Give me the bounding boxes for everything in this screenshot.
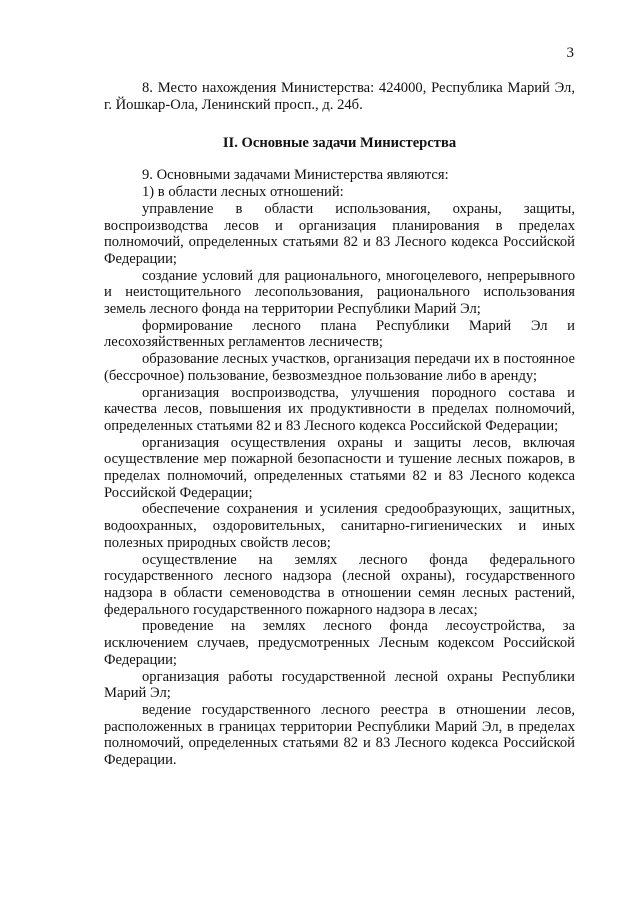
address-paragraph: 8. Место нахождения Министерства: 424000, Республика Марий Эл, г. Йошкар-Ола, Ленинский просп., д. 24б. — [104, 80, 575, 113]
paragraph-preservation: обеспечение сохранения и усиления средообразующих, защитных, водоохранных, оздоровительных, санитарно-гигиенических и иных полезных природных свойств лесов; — [104, 501, 575, 551]
paragraph-forest-management: проведение на землях лесного фонда лесоустройства, за исключением случаев, предусмотренных Лесным кодексом Российской Федерации; — [104, 618, 575, 668]
document-body — [104, 80, 575, 769]
paragraph-registry: ведение государственного лесного реестра в отношении лесов, расположенных в границах территории Республики Марий Эл, в пределах полномочий, определенных статьями 82 и 83 Лесного кодекса Российской Федерации. — [104, 701, 575, 769]
paragraph-reproduction: организация воспроизводства, улучшения породного состава и качества лесов, повышения их продуктивности в пределах полномочий, определенных статьями 82 и 83 Лесного кодекса Российской Федерации; — [104, 384, 575, 434]
paragraph-forest-guard: организация работы государственной лесной охраны Республики Марий Эл; — [104, 668, 575, 702]
paragraph-supervision: осуществление на землях лесного фонда федерального государственного лесного надзора (лесной охраны), государственного надзора в области семеноводства в отношении семян лесных растений, федерального государственного пожарного надзора в лесах; — [104, 551, 575, 618]
paragraph-forest-plan: формирование лесного плана Республики Марий Эл и лесохозяйственных регламентов лесничеств; — [104, 317, 575, 351]
paragraph-protection: организация осуществления охраны и защиты лесов, включая осуществление мер пожарной безопасности и тушение лесных пожаров, в пределах полномочий, определенных статьями 82 и 83 Лесного кодекса Российской Федерации; — [104, 434, 575, 501]
paragraph-tasks-intro: 9. Основными задачами Министерства являются: — [142, 167, 449, 184]
paragraph-forest-relations: 1) в области лесных отношений: — [142, 184, 344, 201]
section-heading: II. Основные задачи Министерства — [222, 135, 457, 152]
paragraph-management: управление в области использования, охраны, защиты, воспроизводства лесов и организация планирования в пределах полномочий, определенных статьями 82 и 83 Лесного кодекса Российской Федерации; — [104, 200, 575, 267]
page-number: 3 — [566, 45, 574, 61]
paragraph-conditions: создание условий для рационального, многоцелевого, непрерывного и неистощительного лесопользования, рационального использования земель лесного фонда на территории Республики Марий Эл; — [104, 267, 575, 318]
paragraph-land-plots: образование лесных участков, организация передачи их в постоянное (бессрочное) пользование, безвозмездное пользование либо в аренду; — [104, 351, 575, 384]
